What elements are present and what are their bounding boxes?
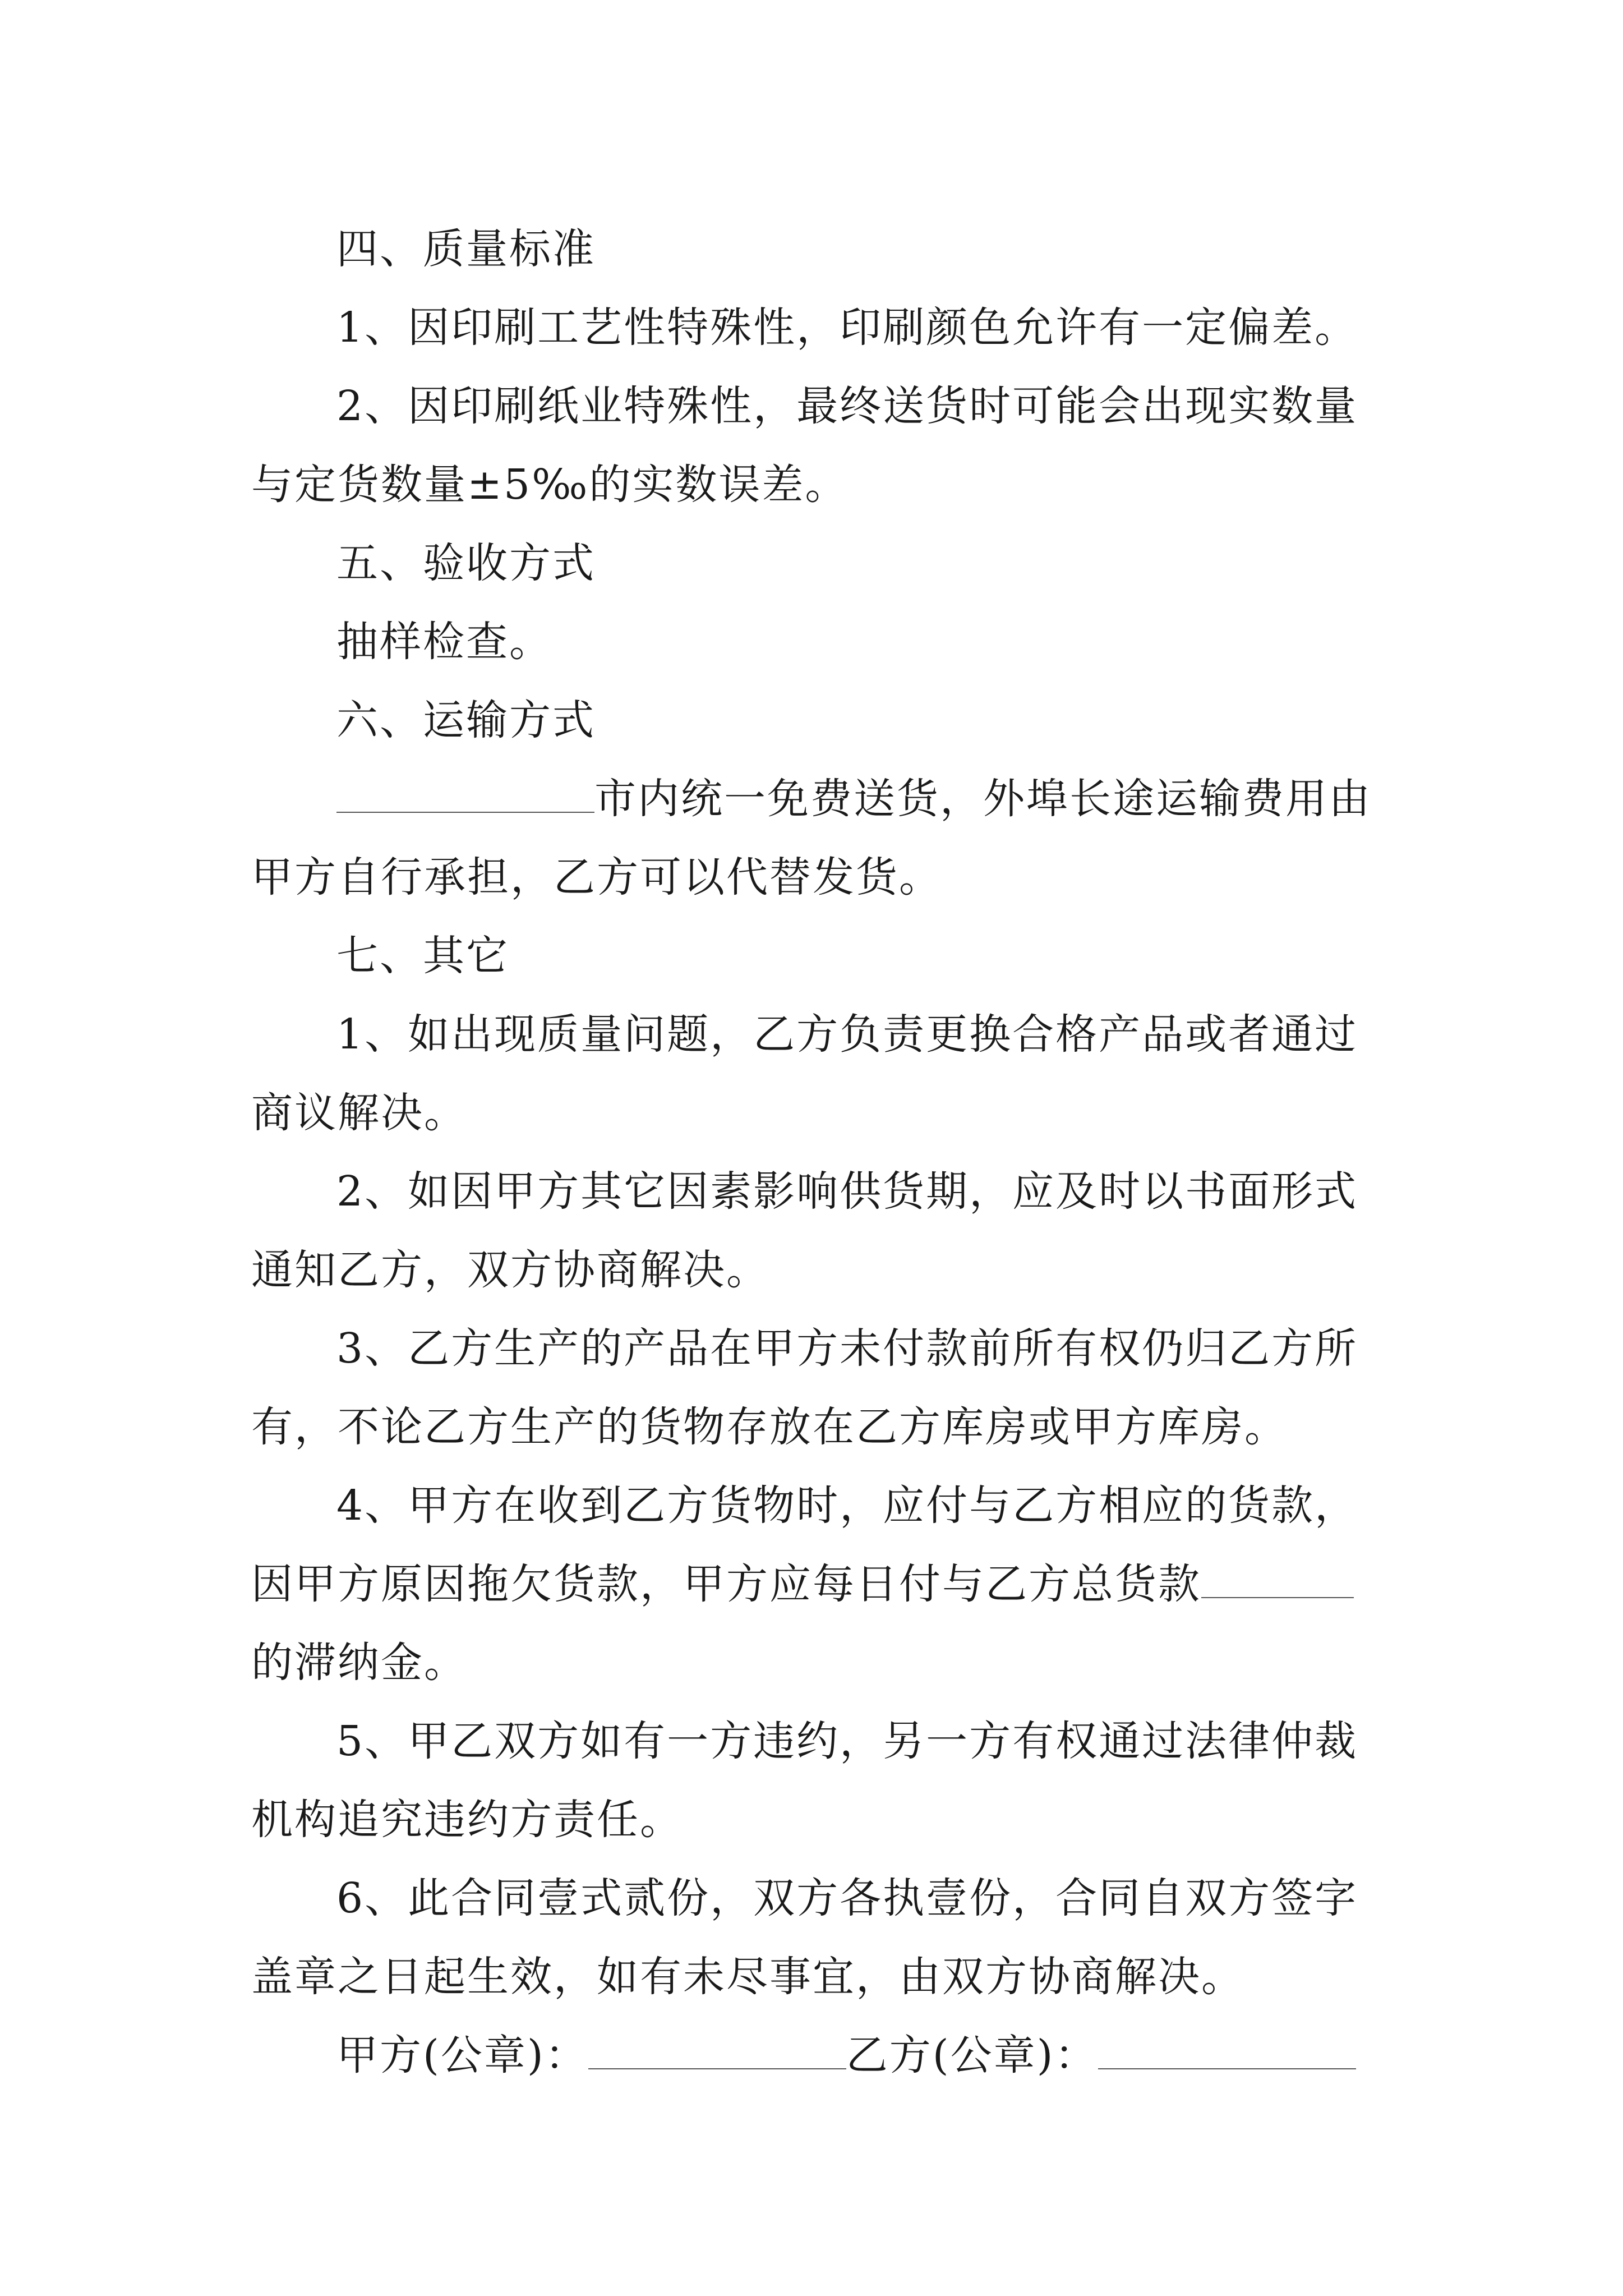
section-5-body: 抽样检查。 — [336, 618, 552, 666]
party-b-seal-blank — [1098, 2027, 1356, 2069]
section-7-item-1: 1、如出现质量问题，乙方负责更换合格产品或者通过商议解决。 — [251, 1010, 1358, 1137]
party-b-label: 乙方(公章)： — [846, 2031, 1098, 2079]
section-5-title: 五、验收方式 — [336, 539, 596, 587]
section-4-item-1: 1、因印刷工艺性特殊性，印刷颜色允许有一定偏差。 — [336, 303, 1358, 352]
late-fee-blank — [1201, 1556, 1354, 1598]
party-a-seal-blank — [588, 2027, 846, 2069]
section-7-item-4-tail: 的滞纳金。 — [251, 1639, 467, 1687]
section-6-title: 六、运输方式 — [336, 696, 596, 744]
section-4-item-2: 2、因印刷纸业特殊性，最终送货时可能会出现实数量与定货数量±5‰的实数误差。 — [251, 382, 1358, 509]
signature-row — [251, 2016, 1390, 2095]
section-7-item-4 — [251, 1466, 1390, 1702]
party-a-label: 甲方(公章)： — [336, 2031, 588, 2079]
section-7-item-2: 2、如因甲方其它因素影响供货期，应及时以书面形式通知乙方，双方协商解决。 — [251, 1167, 1358, 1294]
city-blank — [336, 770, 594, 813]
section-4-title: 四、质量标准 — [336, 225, 596, 273]
section-6-body — [251, 760, 1390, 917]
section-7-item-6: 6、此合同壹式贰份，双方各执壹份，合同自双方签字盖章之日起生效，如有未尽事宜，由双方协商解决。 — [251, 1874, 1358, 2001]
section-6-body-text: 市内统一免费送货，外埠长途运输费用由甲方自行承担，乙方可以代替发货。 — [251, 775, 1372, 901]
section-7-item-3: 3、乙方生产的产品在甲方未付款前所有权仍归乙方所有，不论乙方生产的货物存放在乙方库房或甲方库房。 — [251, 1324, 1358, 1451]
section-7-title: 七、其它 — [336, 932, 509, 980]
section-7-item-4-text: 4、甲方在收到乙方货物时，应付与乙方相应的货款，因甲方原因拖欠货款，甲方应每日付与乙方总货款 — [251, 1481, 1358, 1608]
section-7-item-5: 5、甲乙双方如有一方违约，另一方有权通过法律仲裁机构追究违约方责任。 — [251, 1717, 1358, 1844]
contract-body — [251, 210, 1390, 2095]
